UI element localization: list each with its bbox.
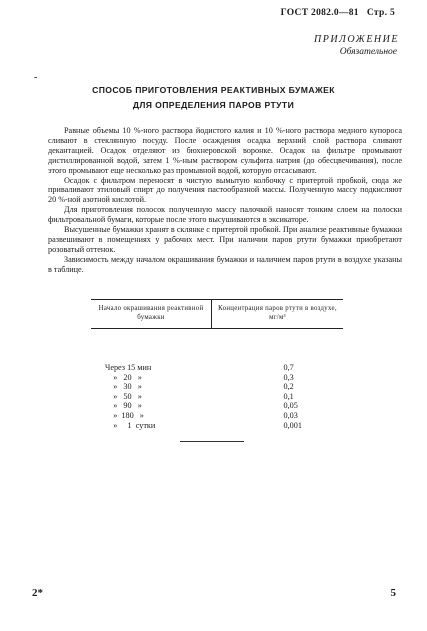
paragraph: Высушенные бумажки хранят в склянке с притертой пробкой. При анализе реактивные бумажки развешивают в помещениях у рабочих мест. При наличии паров ртути бумажки приобретают розоватый оттенок.	[48, 225, 402, 254]
page-header	[281, 8, 395, 18]
time-cell: » 90 »	[105, 401, 142, 411]
table-header-concentration: Концентрация паров ртути в воздухе, мг/м³	[212, 300, 344, 329]
signature-mark: 2*	[32, 587, 43, 599]
paragraph: Осадок с фильтром переносят в чистую вымытую колбочку с притертой пробкой, сюда же приваливают этиловый спирт до получения пастообразной массы. Полученную массу подкисляют 20 %-ной азотной кислотой.	[48, 175, 402, 205]
table-row	[91, 329, 343, 373]
value-cell: 0,3	[283, 372, 294, 382]
table-row	[91, 421, 343, 431]
end-divider	[180, 441, 244, 442]
value-cell: 0,03	[283, 410, 298, 420]
page-label: Стр. 5	[366, 8, 395, 18]
paragraph: Зависимость между началом окрашивания бумажки и наличием паров ртути в воздухе указаны в таблице.	[48, 254, 402, 274]
time-cell: » 1 сутки	[105, 420, 156, 430]
title-line-1: СПОСОБ ПРИГОТОВЛЕНИЯ РЕАКТИВНЫХ БУМАЖЕК	[92, 85, 335, 95]
document-title	[0, 83, 427, 113]
body-text	[48, 126, 402, 277]
table-header-row	[91, 300, 343, 329]
value-cell: 0,1	[283, 391, 294, 401]
appendix-subtitle: Обязательное	[339, 47, 397, 57]
time-cell: » 20 »	[105, 372, 142, 382]
table-row	[91, 382, 343, 392]
time-cell: » 50 »	[105, 391, 142, 401]
standard-number: ГОСТ 2082.0—81	[280, 8, 359, 18]
time-cell: » 180 »	[105, 410, 144, 420]
paragraph: Равные объемы 10 %-ного раствора йодистого калия и 10 %-ного раствора медного купороса сливают в стеклянную посуду. После осаждения осадка верхний слой раствора сливают декантацией. Осадок отделяют из бюхнеровской воронке. Осадок на фильтре промывают дистиллированной водой, затем 1 %-ным раствором сульфита натрия (до обесцвечивания), после этого промывают еще несколько раз промывной водой, которую отсасывают.	[48, 126, 402, 175]
table-header-time: Начало окрашивания реактивной бумажки	[91, 300, 212, 329]
value-cell: 0,7	[283, 363, 294, 372]
table-row	[91, 401, 343, 411]
stray-mark: -	[34, 72, 38, 83]
table-row	[91, 411, 343, 421]
time-cell: Через 15 мин	[105, 363, 152, 372]
data-table	[91, 299, 343, 430]
table-row	[91, 392, 343, 402]
value-cell: 0,05	[283, 401, 298, 411]
title-line-2: ДЛЯ ОПРЕДЕЛЕНИЯ ПАРОВ РТУТИ	[132, 100, 295, 110]
appendix-title: ПРИЛОЖЕНИЕ	[314, 34, 399, 45]
value-cell: 0,2	[283, 382, 294, 392]
time-cell: » 30 »	[105, 382, 142, 392]
table-row	[91, 373, 343, 383]
value-cell: 0,001	[283, 420, 302, 430]
paragraph: Для приготовления полосок полученную массу палочкой наносят тонким слоем на полоски фильтровальной бумаги, которые после этого высушиваются в эксикаторе.	[48, 205, 402, 225]
page-number: 5	[390, 587, 396, 599]
